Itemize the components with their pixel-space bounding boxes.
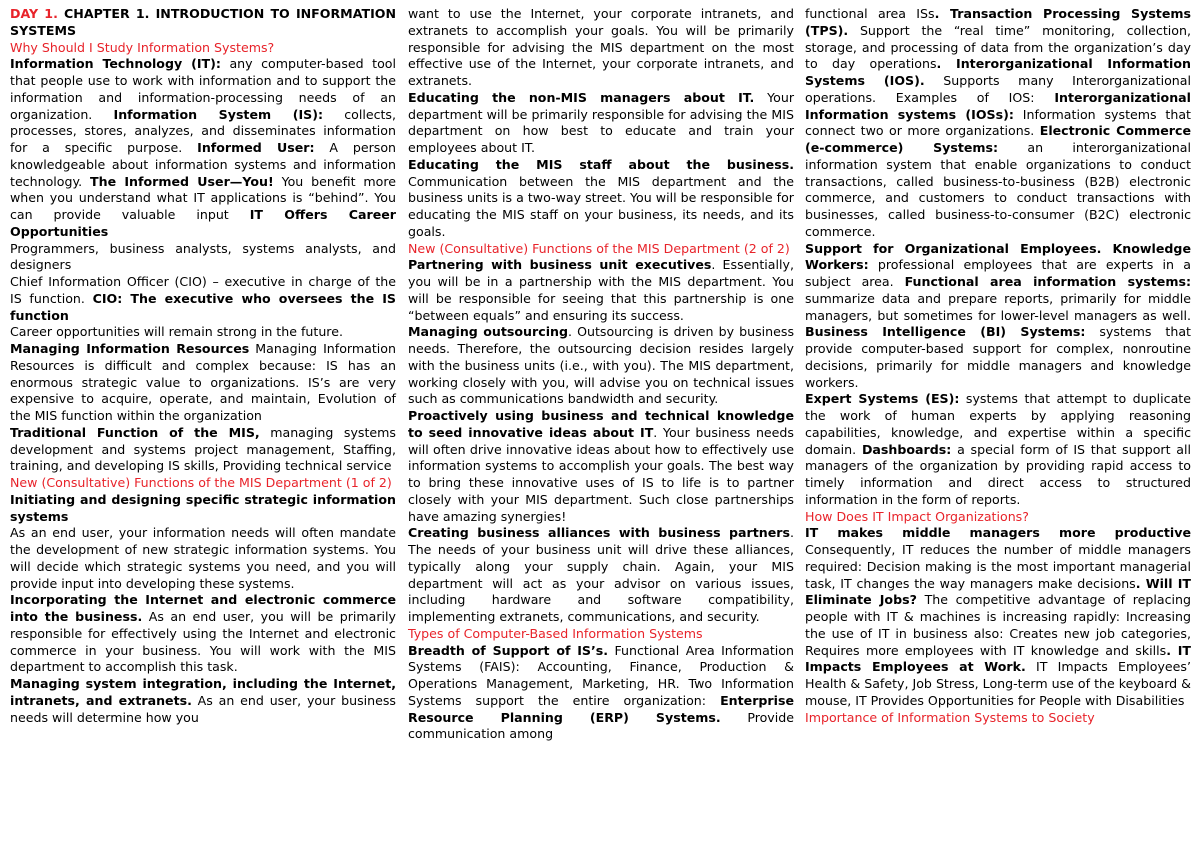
term-initiating-designing-text: Initiating and designing specific strategic information systems <box>10 491 396 524</box>
paragraph-cio <box>10 274 396 324</box>
term-ecommerce: Electronic Commerce (e-commerce) Systems: <box>805 123 1191 155</box>
def-the-informed-user: You benefit more when you understand what IT applications is “behind”. You can provide valuable input <box>10 173 397 222</box>
column-2 <box>408 6 794 743</box>
heading-new-functions-1: New (Consultative) Functions of the MIS Department (1 of 2) <box>10 475 392 490</box>
term-it: Information Technology (IT): <box>10 56 221 72</box>
def-proactively: . Your business needs will often drive innovative ideas about how to effectively use information systems to accomplish your goals. The best way to bring these innovative uses of IS to life is to partner closely with your MIS department. Such close partnerships have amazing synergies! <box>408 424 794 524</box>
term-impacts-employees: . IT Impacts Employees at Work. <box>805 642 1191 675</box>
def-middle-managers: Consequently, IT reduces the number of middle managers required: Decision making is the most important managerial task, IT changes the way managers make decisions <box>805 542 1191 591</box>
def-fais: summarize data and prepare reports, primarily for middle managers, but sometimes for lower-level managers as well. <box>805 290 1191 323</box>
column-1 <box>10 6 396 726</box>
paragraph-career: Career opportunities will remain strong in the future. <box>10 324 343 340</box>
paragraph-system-integration <box>10 676 396 726</box>
text-functional-area: functional area ISs <box>805 6 935 21</box>
term-system-integration: Managing system integration, including the Internet, intranets, and extranets. <box>10 676 396 708</box>
def-impacts-employees: IT Impacts Employees’ Health & Safety, Job Stress, Long-term use of the keyboard & mouse, IT Provides Opportunities for People with Disabilities <box>805 659 1191 708</box>
paragraph-educating-mis <box>408 157 794 241</box>
term-fais: Functional area information systems: <box>904 274 1191 289</box>
term-internet-ecommerce: Incorporating the Internet and electronic commerce into the business. <box>10 592 396 624</box>
paragraph-educating-non-mis <box>408 90 794 157</box>
def-educating-non-mis: Your department will be primarily responsible for advising the MIS department on how best to educate and train your employees about IT. <box>408 89 794 155</box>
paragraph-systems <box>805 6 1191 241</box>
term-ios: . Interorganizational Information Systems (IOS). <box>805 56 1191 88</box>
heading-importance: Importance of Information Systems to Society <box>805 709 1095 725</box>
def-managing-resources: Managing Information Resources is difficult and complex because: IS has an enormous strategic value to organizations. IS’s are very expensive to acquire, operate, and maintain, Evolution of the MIS function within the organization <box>10 341 396 423</box>
def-ioss: Information systems that connect two or more organizations. <box>805 106 1191 139</box>
paragraph-expert-systems <box>805 391 1191 508</box>
term-is: Information System (IS): <box>113 106 323 122</box>
term-dashboards: Dashboards: <box>861 441 952 457</box>
term-the-informed-user: The Informed User—You! <box>90 173 274 189</box>
term-educating-non-mis: Educating the non-MIS managers about IT. <box>408 89 755 105</box>
text-examples: . Examples of IOS: <box>872 89 1055 105</box>
day-label: DAY 1. <box>10 6 58 21</box>
def-outsourcing: . Outsourcing is driven by business needs. Therefore, the outsourcing decision resides largely with the business units (i.e., with you). The MIS department, working closely with you, will advise you on technical issues such as communications bandwidth and security. <box>408 324 795 407</box>
def-cio: Chief Information Officer (CIO) – executive in charge of the IS function. <box>10 274 396 306</box>
def-is: collects, processes, stores, analyzes, and disseminates information for a specific purpose. <box>10 106 396 155</box>
heading-types: Types of Computer-Based Information Systems <box>408 625 703 641</box>
def-eliminate-jobs: The competitive advantage of replacing people with IT & machines is increasing rapidly: Increasing the use of IT in business also: Creates new job categories, Requires more employees with IT knowledge and skills <box>805 592 1191 658</box>
def-alliances: . The needs of your business unit will drive these alliances, typically along your supply chain. Again, your MIS department will act as your advisor on various issues, including hardware and software compatibility, implementing extranets, communications, and security. <box>408 525 794 624</box>
paragraph-outsourcing <box>408 324 794 408</box>
term-proactively: Proactively using business and technical knowledge to seed innovative ideas about IT <box>408 408 794 440</box>
paragraph-programmers: Programmers, business analysts, systems analysts, and designers <box>10 240 396 273</box>
def-initiating-designing: As an end user, your information needs will often mandate the development of new strategic information systems. You will decide which strategic systems you need, and you will provide input into developing these systems. <box>10 525 396 591</box>
paragraph-traditional-function <box>10 425 396 475</box>
term-partnering: Partnering with business unit executives <box>408 257 712 273</box>
def-ios: Supports many Interorganizational operations <box>805 73 1191 105</box>
def-informed-user: A person knowledgeable about information systems and information technology. <box>10 140 397 189</box>
term-bi: Business Intelligence (BI) Systems: <box>805 324 1086 340</box>
def-traditional-function: managing systems development and systems project management, Staffing, training, and developing IS skills, Providing technical service <box>10 424 396 474</box>
heading-how-impact: How Does IT Impact Organizations? <box>805 508 1029 524</box>
chapter-title-text: CHAPTER 1. INTRODUCTION TO INFORMATION SYSTEMS <box>10 6 397 38</box>
def-erp: Provide communication among <box>408 709 794 742</box>
def-breadth: Functional Area Information Systems (FAIS): Accounting, Finance, Production & Operations Management, Marketing, HR. Two Information Systems support the entire organization: <box>408 642 794 708</box>
def-it: any computer-based tool that people use to work with information and to support the information and information-processing needs of an organization. <box>10 56 396 122</box>
paragraph-continued: want to use the Internet, your corporate intranets, and extranets to accomplish your goals. You will be primarily responsible for advising the MIS department on the most effective use of the Internet, your corporate intranets, and extranets. <box>408 6 794 88</box>
term-erp: Enterprise Resource Planning (ERP) Systems. <box>408 692 794 725</box>
def-dashboards: a special form of IS that support all managers of the organization by providing rapid access to timely information and direct access to structured information in the form of reports. <box>805 441 1192 507</box>
term-educating-mis: Educating the MIS staff about the business. <box>408 156 794 172</box>
paragraph-partnering <box>408 257 794 324</box>
paragraph-proactively <box>408 408 794 525</box>
term-breadth: Breadth of Support of IS’s. <box>408 642 609 658</box>
def-tps: Support the “real time” monitoring, collection, storage, and processing of data from the organization’s day to day operations <box>805 22 1191 72</box>
def-ecommerce: an interorganizational information system that enable organizations to conduct transactions, called business-to-business (B2B) electronic commerce, and customers to conduct transactions with businesses, called business-to-consumer (B2C) electronic commerce. <box>805 140 1192 239</box>
term-support-employees: Support for Organizational Employees. Knowledge Workers: <box>805 240 1191 273</box>
paragraph-alliances <box>408 525 794 626</box>
term-es: Expert Systems (ES): <box>805 391 960 407</box>
term-traditional-function: Traditional Function of the MIS, <box>10 424 260 440</box>
paragraph-definitions <box>10 56 396 240</box>
def-system-integration: As an end user, your business needs will determine how you <box>10 692 396 725</box>
term-middle-managers: IT makes middle managers more productive <box>805 525 1191 541</box>
column-3 <box>805 6 1191 726</box>
term-alliances: Creating business alliances with business partners <box>408 525 790 541</box>
term-eliminate-jobs: . Will IT Eliminate Jobs? <box>805 575 1192 608</box>
term-ioss: Interorganizational Information systems (IOSs): <box>805 89 1191 122</box>
term-managing-resources: Managing Information Resources <box>10 341 250 356</box>
paragraph-support-employees <box>805 241 1191 392</box>
heading-why-study: Why Should I Study Information Systems? <box>10 39 275 55</box>
def-es: systems that attempt to duplicate the work of human experts by applying reasoning capabilities, knowledge, and expertise within a specific domain. <box>805 391 1191 457</box>
def-knowledge-workers: professional employees that are experts in a subject area. <box>805 257 1191 289</box>
chapter-title <box>10 6 396 40</box>
term-initiating-designing <box>10 492 396 526</box>
def-partnering: . Essentially, you will be in a partnership with the MIS department. You will be responsible for seeing that this partnership is one “between equals” and ensuring its success. <box>408 257 794 323</box>
paragraph-internet-ecommerce <box>10 592 396 676</box>
paragraph-impact <box>805 525 1191 709</box>
term-it-careers: IT Offers Career Opportunities <box>10 207 397 239</box>
term-informed-user: Informed User: <box>197 140 315 155</box>
paragraph-managing-resources <box>10 341 396 425</box>
term-tps: . Transaction Processing Systems (TPS). <box>805 6 1191 38</box>
def-educating-mis: Communication between the MIS department and the business units is a two-way street. You will be responsible for educating the MIS staff on your business, its needs, and its goals. <box>408 173 794 239</box>
def-internet-ecommerce: As an end user, you will be primarily responsible for effectively using the Internet and electronic commerce in your business. You will work with the MIS department to accomplish this task. <box>10 609 396 675</box>
paragraph-breadth <box>408 643 794 744</box>
def-bi: systems that provide computer-based support for complex, nonroutine decisions, primarily for middle managers and knowledge workers. <box>805 324 1191 390</box>
heading-new-functions-2: New (Consultative) Functions of the MIS Department (2 of 2) <box>408 240 790 256</box>
term-cio: CIO: The executive who oversees the IS function <box>10 290 396 323</box>
term-outsourcing: Managing outsourcing <box>408 324 568 340</box>
